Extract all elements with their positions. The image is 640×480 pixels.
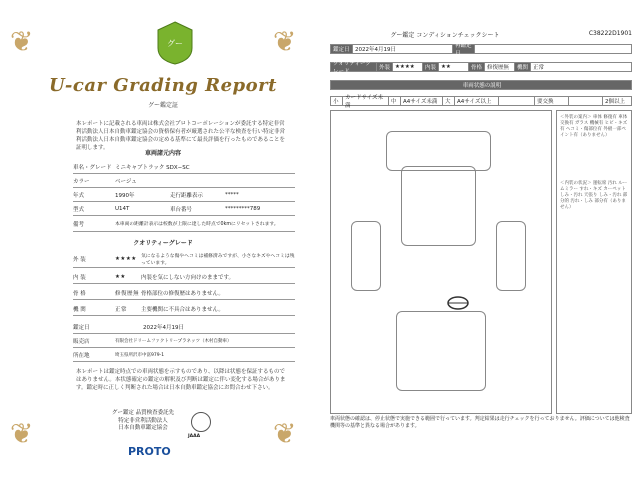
condition-check-sheet xyxy=(320,30,632,450)
sheet-title: グー鑑定 コンディションチェックシート xyxy=(390,32,500,39)
row-notes: 備考 本車両の距離計表示は校数が上限に達した時点で0kmにリセットされます。 xyxy=(73,216,295,232)
row-color: カラー ベージュ xyxy=(73,174,295,188)
proto-logo: PROTO xyxy=(128,445,171,458)
sheet-scale-row: 小 カードサイズ未満 中 A4サイズ未満 大 A4サイズ以上 要交換 2個以上 xyxy=(330,96,632,106)
row-year: 年式 1990年 走行距離表示 ***** xyxy=(73,188,295,202)
row-name: 車名・グレード ミニキャブトラック SDX−SC xyxy=(73,160,295,174)
certificate-intro: 本レポートに記載される車両は株式会社プロトコーポレーションが委託する特定非営利活動法人日本自動車鑑定協会の資格保有者が厳選された公平な検査を行い特定非営利活動法人日本自動車鑑定協会の定める基準にて最長評価を行ったものであることを証明します。 xyxy=(76,121,286,151)
issuer: グー鑑定 品質検査委託先 特定非営利活動法人 日本自動車鑑定協会 xyxy=(111,410,175,431)
ornament-bottom-right-icon: ❦ xyxy=(273,417,297,450)
sheet-state-header: 車両状態の説明 xyxy=(330,80,632,90)
section-vehicle: 車両諸元内容 xyxy=(144,150,181,157)
vehicle-diagram xyxy=(330,110,552,414)
legend-box xyxy=(556,110,632,414)
ornament-bottom-left-icon: ❦ xyxy=(10,417,34,450)
sheet-quality-row: クオリティーグレード 外装 ★★★★ 内装 ★★ 骨格 修復歴無 機関 正常 xyxy=(330,62,632,72)
row-address: 所在地 埼玉県所沢市中富979-1 xyxy=(73,348,295,362)
row-model: 型式 U14T 車台番号 *********789 xyxy=(73,202,295,216)
jaaa-label: JAAA xyxy=(188,434,201,439)
row-dealer: 販売店 有限会社ドリームファクトリープラネッツ（木村自動車） xyxy=(73,334,295,348)
legend-exterior: ＜外装の案内＞ 車体 修復有 車体 交換有 ガラス 機械有 ヒビ・キズ有 ヘコミ・傷部位有 外板一部ペイント有（ありません） xyxy=(560,115,628,138)
certificate-subtitle: グー鑑定証 xyxy=(147,102,178,109)
car-right-side-view xyxy=(496,221,526,291)
legend-interior: ＜内装の状況＞ 運転席 汚れ ルームミラー すれ・キズ カーペット しみ・汚れ 天張り しみ・汚れ 部分的 汚れ・しみ 部分有（ありません） xyxy=(560,181,628,210)
sheet-disclaimer: 車両状態の確認は、停止状態で実施できる範囲で行っています。判定結果は走行チェックを行っておりません。評価については他検査機関等の基準と異なる場合があります。 xyxy=(330,416,630,429)
section-quality: クオリティーグレード xyxy=(133,240,193,247)
steering-wheel-icon xyxy=(446,296,470,310)
certificate-title: U-car Grading Report xyxy=(49,75,277,96)
goo-appraisal-badge-icon xyxy=(154,20,196,66)
quality-exterior: 外 装 ★★★★ 気になるような傷やヘコミは補修済みですが、小さなキズやヘコミは残っています。 xyxy=(73,250,295,268)
certificate-footer-note: 本レポートは鑑定時点での車両状態を示すものであり、以降は状態を保証するものではありません。本状態確定の鑑定の解釈及び判断は鑑定に伴い変化する場合があります。鑑定時に正しく判断された場合は日本自動車鑑定協会にお問合わせ下さい。 xyxy=(76,369,286,391)
car-cab-view xyxy=(401,166,476,246)
car-left-side-view xyxy=(351,221,381,291)
ornament-top-left-icon: ❦ xyxy=(10,25,34,58)
car-interior-view xyxy=(396,311,486,391)
quality-engine: 機 関 正常 主要機関に不具合はありません。 xyxy=(73,302,295,316)
ornament-top-right-icon: ❦ xyxy=(273,25,297,58)
svg-text:グー: グー xyxy=(167,39,183,48)
sheet-id: C38222D1901 xyxy=(588,30,632,37)
car-top-view xyxy=(386,131,491,171)
quality-frame: 骨 格 修復歴無 骨格部位の修復歴はありません。 xyxy=(73,286,295,300)
sheet-date-row: 鑑定日 2022年4月19日 再鑑定日 xyxy=(330,44,632,54)
grading-certificate xyxy=(8,20,308,458)
quality-interior: 内 装 ★★ 内装を気にしない方向けのままです。 xyxy=(73,270,295,284)
jaaa-seal-icon xyxy=(191,412,211,432)
row-date: 鑑定日 2022年4月19日 xyxy=(73,320,295,334)
